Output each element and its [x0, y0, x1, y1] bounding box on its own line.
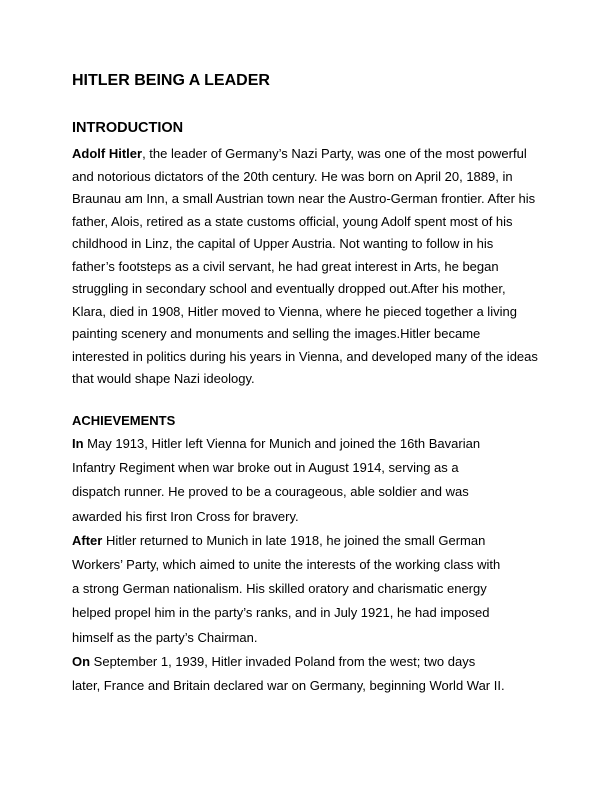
document-title: HITLER BEING A LEADER: [72, 72, 270, 89]
line-text: that would shape Nazi ideology.: [72, 371, 255, 386]
text-line: [72, 348, 538, 371]
line-text: Braunau am Inn, a small Austrian town near the Austro-German frontier. After his: [72, 191, 536, 206]
line-text: Klara, died in 1908, Hitler moved to Vienna, where he pieced together a living: [72, 303, 517, 319]
text-line: [72, 280, 538, 303]
text-line: [72, 483, 505, 507]
achievement-paragraph: [72, 532, 505, 653]
line-text: himself as the party’s Chairman.: [72, 629, 258, 645]
achievements-section: [72, 435, 505, 701]
lead-word: After: [72, 532, 103, 548]
lead-word: In: [72, 436, 84, 451]
lead-word: On: [72, 653, 91, 669]
line-text: September 1, 1939, Hitler invaded Poland from the west; two days: [90, 653, 476, 669]
achievements-heading: ACHIEVEMENTS: [72, 413, 176, 428]
line-text: May 1913, Hitler left Vienna for Munich and joined the 16th Bavarian: [83, 436, 481, 451]
text-line: [72, 303, 538, 326]
text-line: [72, 629, 505, 653]
line-text: awarded his first Iron Cross for bravery.: [72, 508, 299, 524]
text-line: [72, 580, 505, 604]
text-line: [72, 653, 505, 677]
introduction-paragraph: [72, 145, 538, 393]
text-line: [72, 556, 505, 580]
achievement-paragraph: [72, 435, 505, 532]
line-text: painting scenery and monuments and selling the images.Hitler became: [72, 326, 481, 341]
text-line: [72, 508, 505, 532]
line-text: childhood in Linz, the capital of Upper Austria. Not wanting to follow in his: [72, 236, 494, 251]
achievement-paragraph: [72, 653, 505, 701]
text-line: [72, 258, 538, 281]
text-line: [72, 168, 538, 191]
line-text: a strong German nationalism. His skilled oratory and charismatic energy: [72, 581, 487, 597]
lead-word: Adolf Hitler: [72, 146, 143, 161]
text-line: [72, 325, 538, 348]
text-line: [72, 145, 538, 168]
text-line: [72, 604, 505, 628]
line-text: , the leader of Germany’s Nazi Party, was one of the most powerful: [142, 146, 527, 161]
line-text: dispatch runner. He proved to be a courageous, able soldier and was: [72, 484, 469, 500]
text-line: [72, 435, 505, 459]
line-text: Workers’ Party, which aimed to unite the interests of the working class with: [72, 556, 501, 572]
line-text: Hitler returned to Munich in late 1918, he joined the small German: [102, 532, 486, 548]
line-text: helped propel him in the party’s ranks, and in July 1921, he had imposed: [72, 605, 490, 621]
line-text: father’s footsteps as a civil servant, he had great interest in Arts, he began: [72, 258, 499, 274]
line-text: later, France and Britain declared war on Germany, beginning World War II.: [72, 677, 505, 693]
line-text: and notorious dictators of the 20th century. He was born on April 20, 1889, in: [72, 168, 513, 184]
line-text: interested in politics during his years in Vienna, and developed many of the ideas: [72, 348, 538, 364]
line-text: struggling in secondary school and eventually dropped out.After his mother,: [72, 281, 506, 296]
line-text: Infantry Regiment when war broke out in August 1914, serving as a: [72, 460, 459, 476]
text-line: [72, 459, 505, 483]
introduction-heading: INTRODUCTION: [72, 120, 184, 136]
text-line: [72, 370, 538, 393]
text-line: [72, 213, 538, 236]
text-line: [72, 532, 505, 556]
text-line: [72, 235, 538, 258]
text-line: [72, 677, 505, 701]
text-line: [72, 190, 538, 213]
line-text: father, Alois, retired as a state customs official, young Adolf spent most of his: [72, 213, 513, 229]
